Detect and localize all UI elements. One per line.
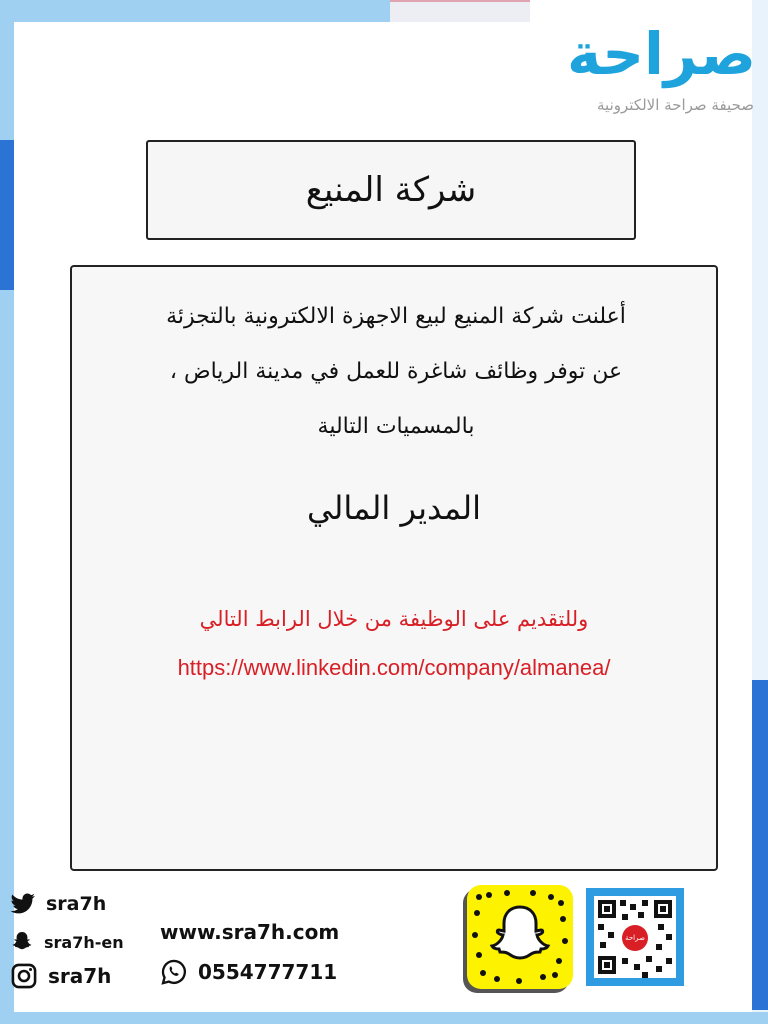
intro-line-3: بالمسميات التالية xyxy=(317,414,475,439)
logo-tagline: صحيفة صراحة الالكترونية xyxy=(597,96,754,114)
intro-paragraph xyxy=(116,289,676,454)
snapcode[interactable] xyxy=(467,885,573,989)
whatsapp-icon xyxy=(160,958,188,986)
side-decoration-left-dark xyxy=(0,140,14,290)
snapchat-handle-row[interactable] xyxy=(10,930,124,954)
instagram-handle: sra7h xyxy=(48,964,112,988)
twitter-handle: sra7h xyxy=(46,893,107,915)
qr-badge-text: صراحة xyxy=(625,934,645,942)
website-link: www.sra7h.com xyxy=(160,920,340,944)
website-row[interactable] xyxy=(160,920,339,944)
company-title: شركة المنيع xyxy=(305,170,477,210)
qr-badge xyxy=(622,925,648,951)
bottom-decoration xyxy=(0,1012,768,1024)
whatsapp-row[interactable] xyxy=(160,958,337,986)
side-decoration-right-blue xyxy=(752,680,768,1010)
intro-line-2: عن توفر وظائف شاغرة للعمل في مدينة الرياض ، xyxy=(169,359,623,384)
twitter-icon xyxy=(10,893,36,915)
corner-decoration-top-left xyxy=(0,0,390,22)
logo-wordmark: صراحة xyxy=(567,20,756,88)
intro-line-1: أعلنت شركة المنيع لبيع الاجهزة الالكترونية بالتجزئة xyxy=(166,304,626,329)
job-title: المدير المالي xyxy=(307,489,481,527)
snapchat-icon xyxy=(10,930,34,954)
apply-link[interactable]: https://www.linkedin.com/company/almanea/ xyxy=(177,655,611,680)
instagram-icon xyxy=(10,962,38,990)
apply-instructions: وللتقديم على الوظيفة من خلال الرابط التالي xyxy=(199,607,589,631)
qr-code[interactable] xyxy=(586,888,684,986)
twitter-handle-row[interactable] xyxy=(10,893,106,915)
corner-decoration-top-pink xyxy=(390,0,530,24)
announcement-box xyxy=(70,265,718,871)
snapchat-ghost-icon xyxy=(467,885,573,989)
instagram-handle-row[interactable] xyxy=(10,962,111,990)
whatsapp-number: 0554777711 xyxy=(198,960,338,984)
snapchat-handle: sra7h-en xyxy=(44,932,124,952)
company-title-box xyxy=(146,140,636,240)
